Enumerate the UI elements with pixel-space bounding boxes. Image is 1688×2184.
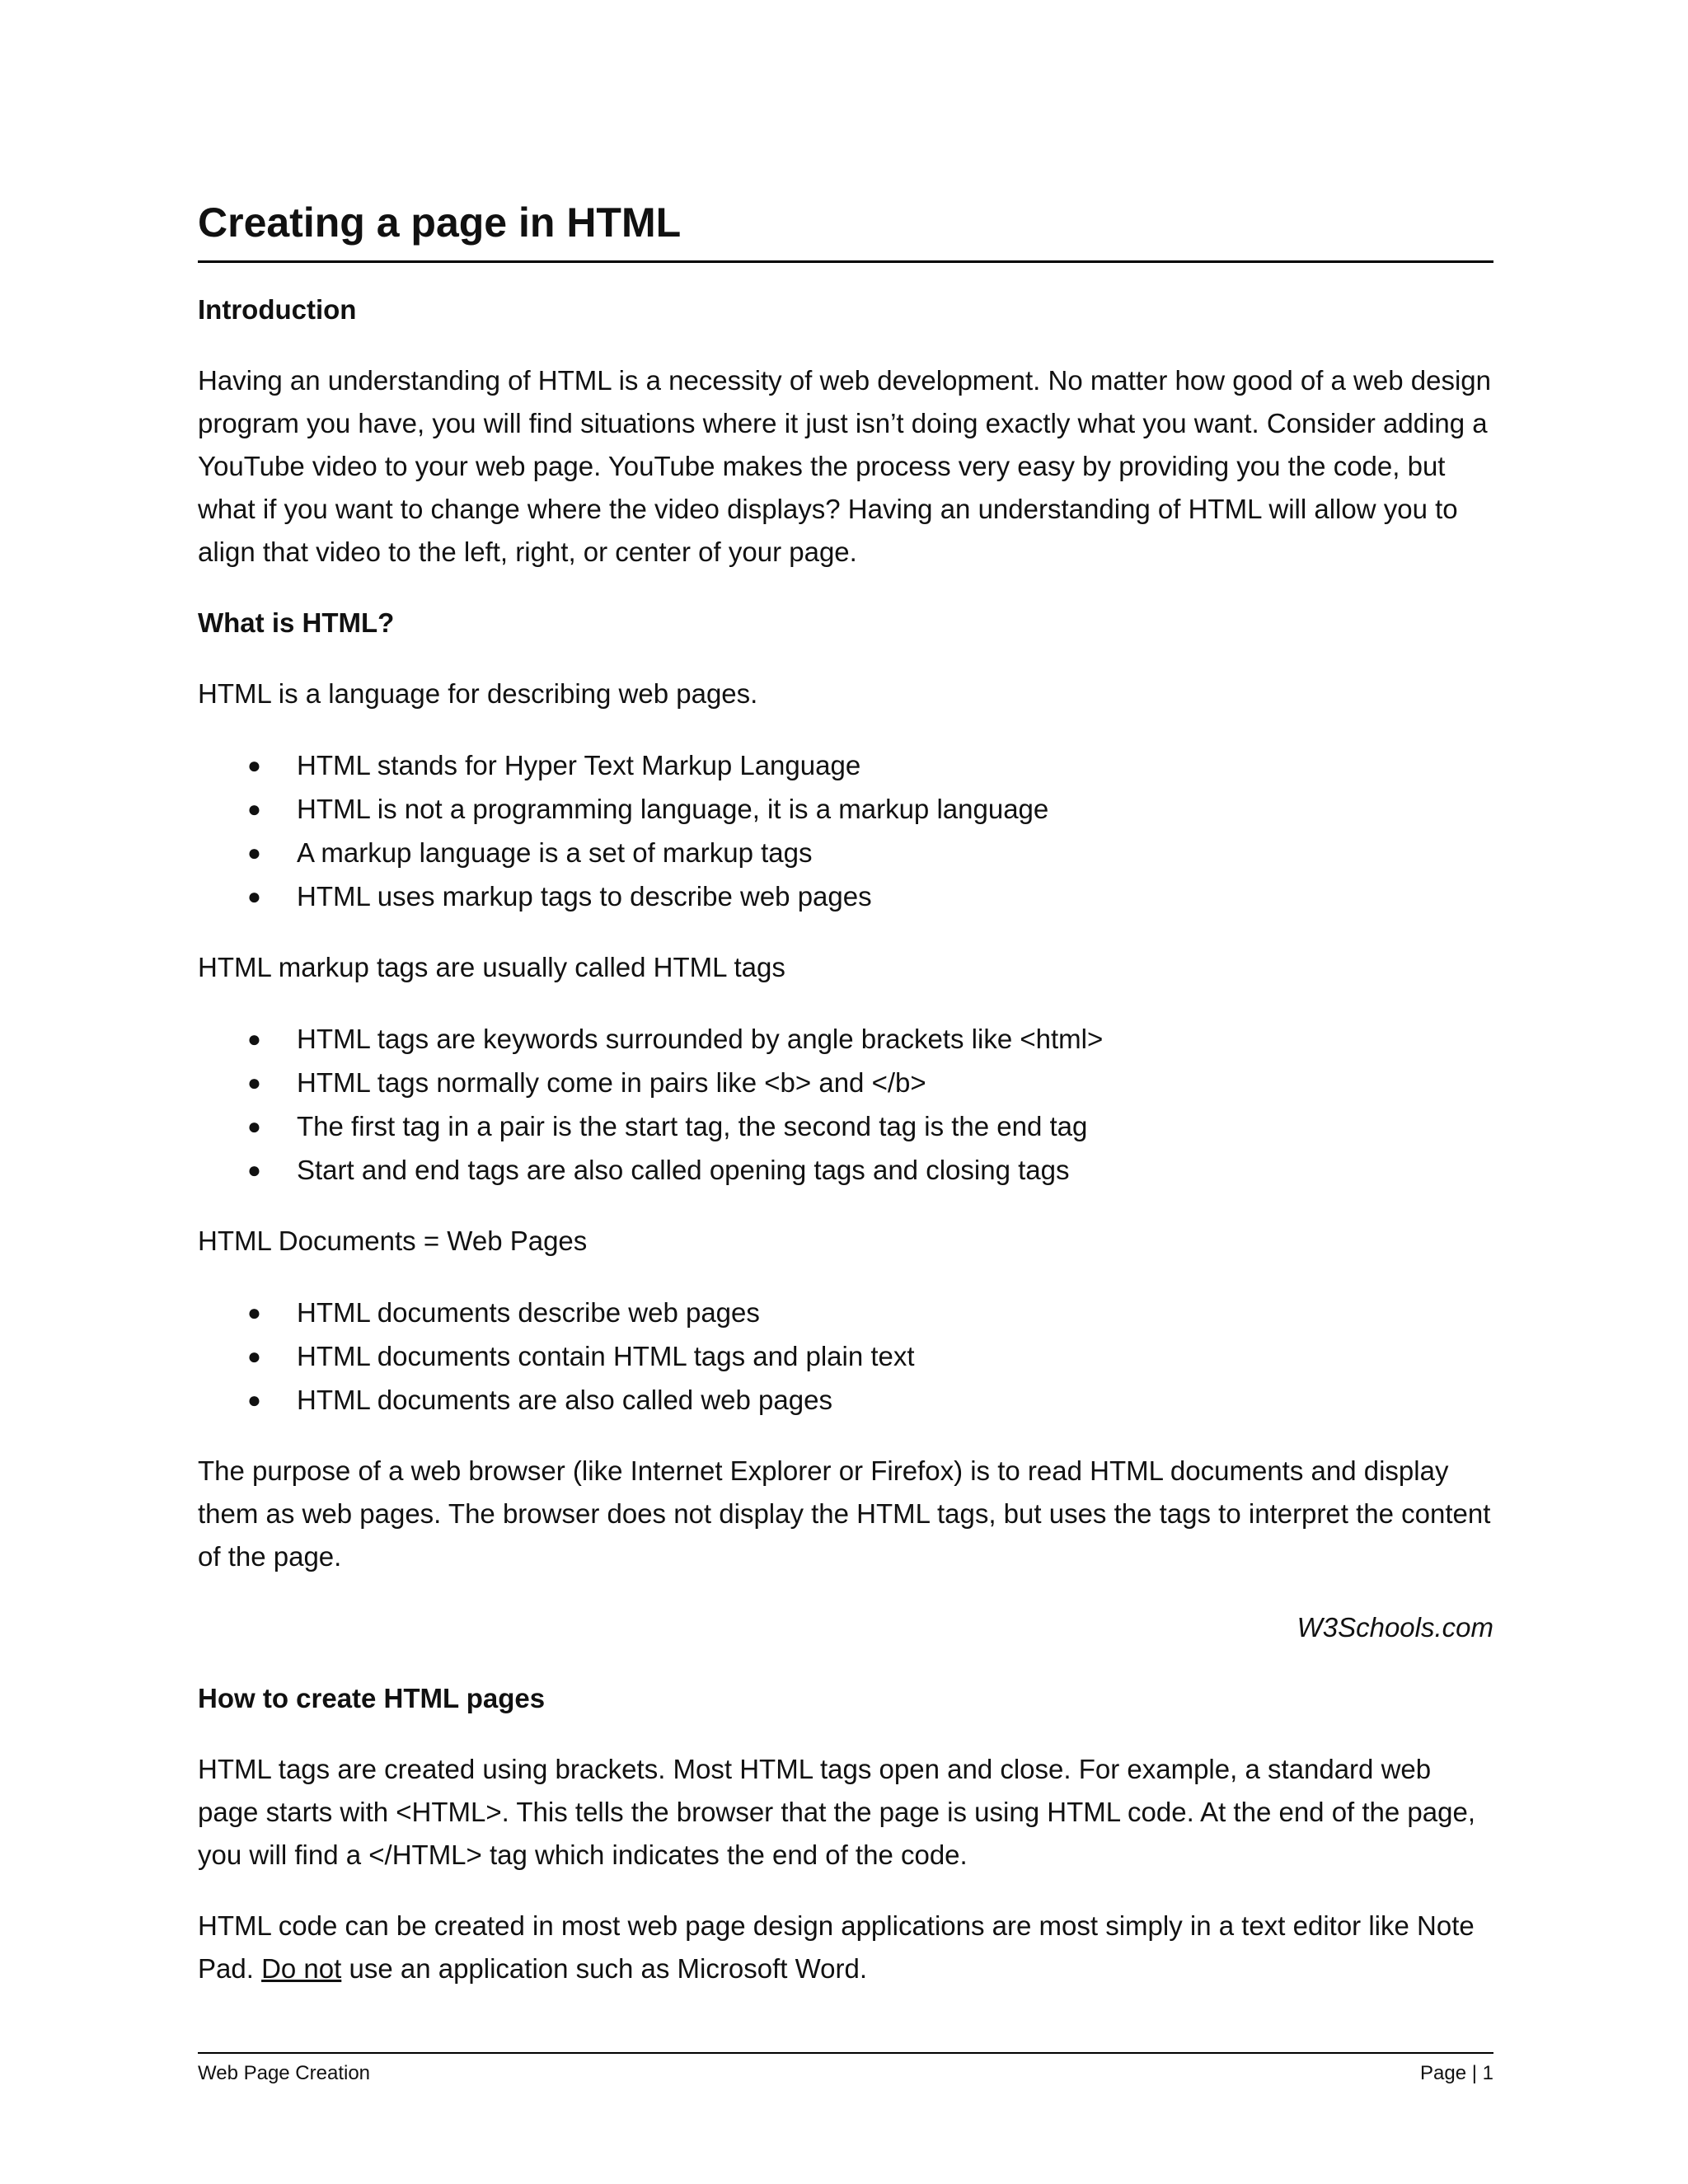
list-item-text: HTML is not a programming language, it is a markup language [297, 794, 1049, 824]
list-item-text: Start and end tags are also called opening tags and closing tags [297, 1155, 1070, 1185]
list-item [198, 874, 1493, 918]
list-item [198, 743, 1493, 787]
bullet-icon: ● [247, 883, 261, 909]
bullet-icon: ● [247, 1343, 261, 1369]
bullet-icon: ● [247, 840, 261, 865]
list-item [198, 1291, 1493, 1334]
do-not-emphasis: Do not [261, 1953, 342, 1984]
list-item [198, 1378, 1493, 1422]
list-item [198, 1104, 1493, 1148]
bullet-icon: ● [247, 1070, 261, 1095]
source-credit: W3Schools.com [1296, 1612, 1493, 1643]
web-browser-paragraph: The purpose of a web browser (like Internet Explorer or Firefox) is to read HTML documents and display them as web pages. The browser does not display the HTML tags, but uses the tags to interpret the content of the page. [198, 1455, 1491, 1572]
list-item-text: HTML documents contain HTML tags and plain text [297, 1341, 915, 1371]
what-is-html-paragraph: HTML is a language for describing web pages. [198, 678, 758, 709]
document-page [198, 0, 1493, 2184]
list-item [198, 1017, 1493, 1061]
list-item-text: HTML tags normally come in pairs like <b> and </b> [297, 1067, 926, 1098]
html-tags-list [198, 1017, 1493, 1192]
list-item [198, 831, 1493, 874]
bullet-icon: ● [247, 1157, 261, 1183]
list-item [198, 1061, 1493, 1104]
html-code-text-end: use an application such as Microsoft Word. [341, 1953, 867, 1984]
bullet-icon: ● [247, 752, 261, 778]
list-item-text: HTML tags are keywords surrounded by angle brackets like <html> [297, 1024, 1104, 1054]
html-code-text-start: HTML code can be created in most web page design applications are most simply in a text editor like Note Pad. [198, 1910, 1475, 1984]
bullet-icon: ● [247, 1387, 261, 1413]
list-item-text: A markup language is a set of markup tags [297, 837, 813, 868]
how-to-create-paragraph: HTML tags are created using brackets. Most HTML tags open and close. For example, a standard web page starts with <HTML>. This tells the browser that the page is using HTML code. At the end of the page, you will find a </HTML> tag which indicates the end of the code. [198, 1754, 1476, 1870]
bullet-icon: ● [247, 1026, 261, 1052]
list-item-text: HTML uses markup tags to describe web pages [297, 881, 872, 912]
list-item [198, 1148, 1493, 1192]
what-is-html-heading: What is HTML? [198, 607, 395, 638]
document-body [198, 288, 1493, 2018]
footer-page-number: Page | 1 [1420, 2062, 1493, 2084]
list-item-text: HTML stands for Hyper Text Markup Language [297, 750, 861, 780]
list-item-text: HTML documents are also called web pages [297, 1385, 832, 1415]
page-title: Creating a page in HTML [198, 196, 1493, 263]
how-to-create-heading: How to create HTML pages [198, 1683, 546, 1713]
introduction-heading: Introduction [198, 294, 357, 325]
bullet-icon: ● [247, 1300, 261, 1325]
html-tags-paragraph: HTML markup tags are usually called HTML tags [198, 952, 785, 982]
list-item [198, 787, 1493, 831]
introduction-paragraph: Having an understanding of HTML is a necessity of web development. No matter how good of a web design program you have, you will find situations where it just isn’t doing exactly what you want. Consider adding a YouTube video to your web page. YouTube makes the process very easy by providing you the code, but what if you want to change where the video displays? Having an understanding of HTML will allow you to align that video to the left, right, or center of your page. [198, 365, 1491, 567]
html-definition-list [198, 743, 1493, 918]
bullet-icon: ● [247, 1113, 261, 1139]
page-footer [198, 2052, 1493, 2087]
list-item [198, 1334, 1493, 1378]
footer-document-title: Web Page Creation [198, 2062, 371, 2084]
list-item-text: HTML documents describe web pages [297, 1297, 760, 1328]
html-code-paragraph [198, 1905, 1493, 1990]
html-documents-list [198, 1291, 1493, 1422]
list-item-text: The first tag in a pair is the start tag, the second tag is the end tag [297, 1111, 1088, 1141]
html-documents-paragraph: HTML Documents = Web Pages [198, 1226, 588, 1256]
bullet-icon: ● [247, 796, 261, 822]
